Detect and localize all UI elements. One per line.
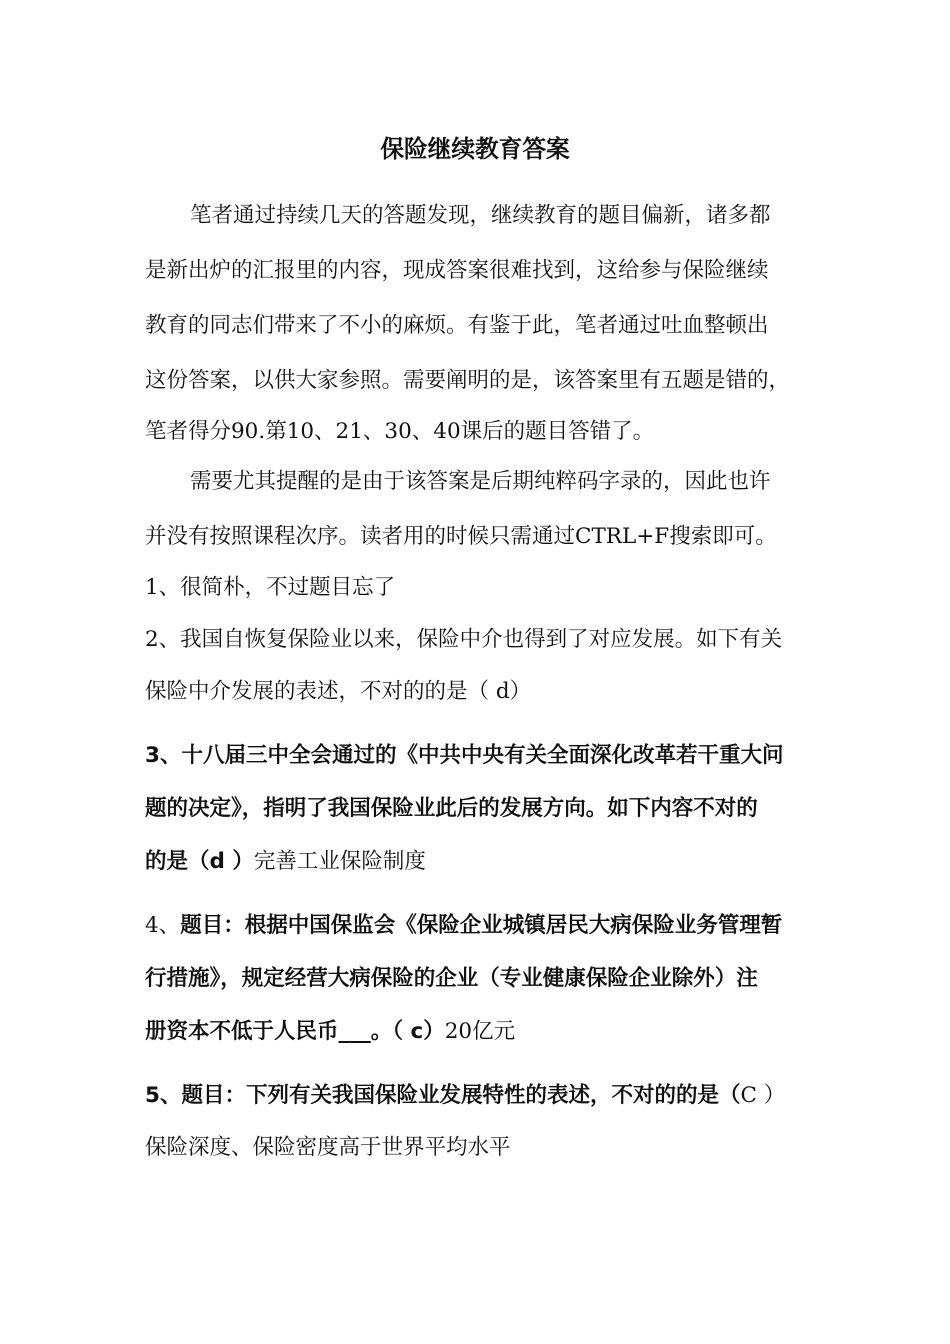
- question-4-line: [145, 1017, 515, 1047]
- question-5-text: 5、题目：下列有关我国保险业发展特性的表述，不对的的是（: [145, 1083, 741, 1108]
- paragraph-line: 这份答案，以供大家参照。需要阐明的是，该答案里有五题是错的，: [145, 368, 791, 393]
- paragraph-line: 是新出炉的汇报里的内容，现成答案很难找到，这给参与保险继续: [145, 258, 769, 283]
- question-4-line: 行措施》，规定经营大病保险的企业（专业健康保险企业除外）注: [145, 966, 758, 991]
- question-4-number: 4、: [145, 913, 181, 938]
- question-4-answer: 20亿元: [444, 1019, 516, 1044]
- question-5-answer: 保险深度、保险密度高于世界平均水平: [145, 1135, 511, 1160]
- question-3-answer: 完善工业保险制度: [253, 849, 426, 874]
- paragraph-line: 教育的同志们带来了不小的麻烦。有鉴于此，笔者通过吐血整顿出: [145, 313, 769, 338]
- question-3-line: 3、十八届三中全会通过的《中共中央有关全面深化改革若干重大问: [145, 743, 784, 768]
- question-2-line: 保险中介发展的表述，不对的的是（ d）: [145, 679, 532, 704]
- question-3-line: 题的决定》，指明了我国保险业此后的发展方向。如下内容不对的: [145, 796, 758, 821]
- question-1: 1、很简朴，不过题目忘了: [145, 575, 396, 600]
- question-3-choice: 的是（d ）: [145, 849, 254, 874]
- question-4-choice: 册资本不低于人民币___。（ c）: [145, 1019, 445, 1044]
- paragraph-line: 需要尤其提醒的是由于该答案是后期纯粹码字录的，因此也许: [190, 469, 771, 494]
- question-4-line: [145, 911, 782, 941]
- question-4-text: 题目：根据中国保监会《保险企业城镇居民大病保险业务管理暂: [180, 913, 783, 938]
- question-3-line: [145, 847, 426, 877]
- paragraph-line: 并没有按照课程次序。读者用的时候只需通过CTRL+F搜索即可。: [145, 524, 777, 549]
- paragraph-line: 笔者得分90.第10、21、30、40课后的题目答错了。: [145, 419, 655, 444]
- document-title: 保险继续教育答案: [380, 135, 570, 163]
- question-5-choice: C ）: [740, 1083, 786, 1108]
- paragraph-line: 笔者通过持续几天的答题发现，继续教育的题目偏新，诸多都: [190, 203, 771, 228]
- question-2-line: 2、我国自恢复保险业以来，保险中介也得到了对应发展。如下有关: [145, 627, 783, 652]
- question-5-line: [145, 1081, 785, 1111]
